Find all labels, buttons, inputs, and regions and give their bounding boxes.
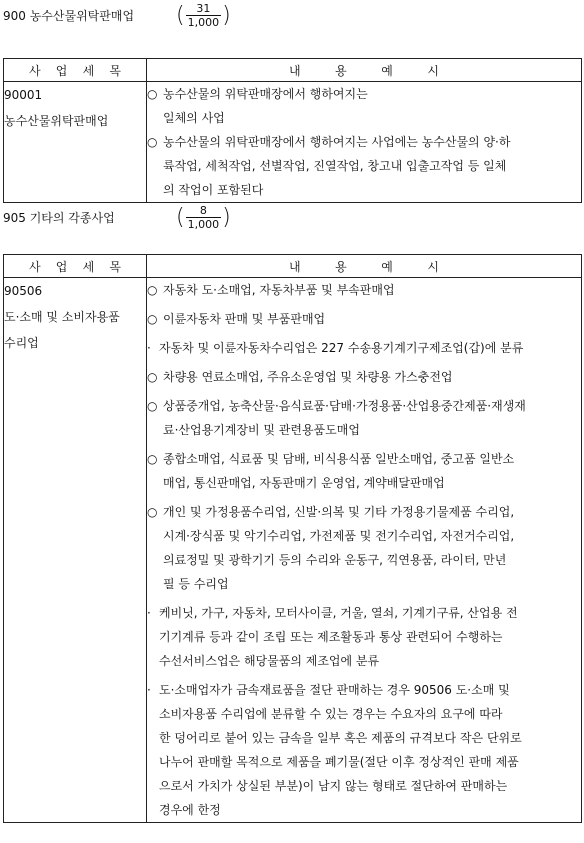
item-text xyxy=(163,82,581,130)
section-code-title: 905 기타의 각종사업 xyxy=(3,210,115,225)
list-item xyxy=(147,447,581,495)
header-char: 예 xyxy=(381,259,393,274)
business-code: 90001 xyxy=(4,88,43,102)
business-name: 도·소매 및 소비자용품 xyxy=(4,310,120,324)
item-line: 개인 및 가정용품수리업, 신발·의복 및 기타 가정용기물제품 수리업, xyxy=(163,505,515,519)
item-line: 륙작업, 세척작업, 선별작업, 진열작업, 창고내 입출고작업 등 일체 xyxy=(163,159,507,173)
close-paren: ) xyxy=(222,2,231,28)
item-line: 기기계류 등과 같이 조립 또는 제조활동과 통상 관련되어 수행하는 xyxy=(159,630,503,644)
item-text xyxy=(163,365,581,389)
header-char: 세 xyxy=(82,259,95,274)
item-line: 케비닛, 가구, 자동차, 모터사이클, 거울, 열쇠, 기계기구류, 산업용 전 xyxy=(159,606,518,620)
header-char: 시 xyxy=(427,63,439,78)
rate-denominator: 1,000 xyxy=(187,218,220,231)
table-header-row xyxy=(4,255,582,278)
item-line: 수선서비스업은 해당물품의 제조업에 분류 xyxy=(159,654,380,668)
item-line: 한 덩어리로 붙어 있는 금속을 일부 혹은 제품의 규격보다 작은 단위로 xyxy=(159,731,522,745)
header-business-item xyxy=(4,59,147,82)
item-line: 도·소매업자가 금속재료품을 절단 판매하는 경우 90506 도·소매 및 xyxy=(159,683,510,697)
rate-numerator: 8 xyxy=(199,204,207,217)
header-char: 업 xyxy=(55,63,68,78)
list-item xyxy=(147,278,581,302)
header-char: 용 xyxy=(335,259,347,274)
bullet-dot-icon: · xyxy=(147,683,151,697)
header-char: 예 xyxy=(381,63,393,78)
item-text xyxy=(163,307,581,331)
header-char: 내 xyxy=(289,63,301,78)
item-text xyxy=(163,447,581,495)
open-paren: ( xyxy=(176,204,185,230)
circle-marker-icon: ○ xyxy=(147,399,158,413)
section-heading xyxy=(3,0,134,30)
circle-marker-icon: ○ xyxy=(147,370,158,384)
content-cell xyxy=(147,82,582,203)
header-char: 용 xyxy=(335,63,347,78)
circle-marker-icon: ○ xyxy=(147,452,158,466)
item-line: 차량용 연료소매업, 주유소운영업 및 차량용 가스충전업 xyxy=(163,370,453,384)
header-char: 시 xyxy=(427,259,439,274)
table-row xyxy=(4,278,582,823)
item-line: 자동차 도·소매업, 자동차부품 및 부속판매업 xyxy=(163,283,395,297)
close-paren: ) xyxy=(222,204,231,230)
header-label xyxy=(29,62,121,79)
item-line: 이륜자동차 판매 및 부품판매업 xyxy=(163,312,326,326)
bullet-dot-icon: · xyxy=(147,606,151,620)
circle-marker-icon: ○ xyxy=(147,87,158,101)
business-item-cell xyxy=(4,278,147,823)
item-line: 료·산업용기계장비 및 관련용품도매업 xyxy=(163,423,360,437)
item-line: 의료정밀 및 광학기기 등의 수리와 운동구, 끽연용품, 라이터, 만년 xyxy=(163,553,507,567)
circle-marker-icon: ○ xyxy=(147,135,158,149)
business-name: 수리업 xyxy=(4,336,39,350)
item-line: 소비자용품 수리업에 분류할 수 있는 경우는 수요자의 요구에 따라 xyxy=(159,707,503,721)
item-text xyxy=(163,500,581,596)
header-char: 업 xyxy=(55,259,68,274)
list-item xyxy=(147,82,581,130)
bullet-dot-icon: · xyxy=(147,341,151,355)
rate-numerator: 31 xyxy=(196,2,211,15)
list-item xyxy=(147,307,581,331)
list-item xyxy=(147,500,581,596)
rate-fraction xyxy=(176,204,231,231)
business-name: 농수산물위탁판매업 xyxy=(4,114,109,128)
list-item xyxy=(147,678,581,822)
list-item xyxy=(147,365,581,389)
business-code: 90506 xyxy=(4,284,43,298)
content-cell xyxy=(147,278,582,823)
header-label xyxy=(29,258,121,275)
item-line: 시계·장식품 및 악기수리업, 가전제품 및 전기수리업, 자전거수리업, xyxy=(163,529,515,543)
rate-fraction xyxy=(176,2,231,29)
item-line: 으로서 가치가 상실된 부분)이 남지 않는 형태로 절단하여 판매하는 xyxy=(159,779,508,793)
circle-marker-icon: ○ xyxy=(147,283,158,297)
item-line: 경우에 한정 xyxy=(159,803,221,817)
item-line: 농수산물의 위탁판매장에서 행하여지는 xyxy=(163,87,368,101)
header-char: 세 xyxy=(82,63,95,78)
item-line: 자동차 및 이륜자동차수리업은 227 수송용기계기구제조업(갑)에 분류 xyxy=(159,341,524,355)
list-item xyxy=(147,130,581,202)
section-heading xyxy=(3,202,115,232)
list-item xyxy=(147,394,581,442)
item-text xyxy=(163,278,581,302)
item-line: 필 등 수리업 xyxy=(163,577,229,591)
item-line: 의 작업이 포함된다 xyxy=(163,183,264,197)
item-text xyxy=(163,394,581,442)
business-item-cell xyxy=(4,82,147,203)
business-table xyxy=(3,58,582,203)
table-header-row xyxy=(4,59,582,82)
item-line: 상품중개업, 농축산물·음식료품·담배·가정용품·산업용중간제품·재생재 xyxy=(163,399,526,413)
header-content-example xyxy=(147,255,582,278)
header-label xyxy=(289,62,439,79)
item-line: 나누어 판매할 목적으로 제품을 폐기물(절단 이후 정상적인 판매 제품 xyxy=(159,755,519,769)
list-item xyxy=(147,601,581,673)
table-row xyxy=(4,82,582,203)
open-paren: ( xyxy=(176,2,185,28)
item-text xyxy=(159,336,581,360)
rate-denominator: 1,000 xyxy=(187,16,220,29)
header-char: 사 xyxy=(29,259,41,274)
header-char: 목 xyxy=(109,259,121,274)
circle-marker-icon: ○ xyxy=(147,312,158,326)
item-line: 매업, 통신판매업, 자동판매기 운영업, 계약배달판매업 xyxy=(163,476,445,490)
item-text xyxy=(159,601,581,673)
business-table xyxy=(3,254,582,823)
header-char: 내 xyxy=(289,259,301,274)
header-char: 사 xyxy=(29,63,41,78)
item-line: 일체의 사업 xyxy=(163,111,225,125)
item-text xyxy=(163,130,581,202)
header-label xyxy=(289,258,439,275)
item-text xyxy=(159,678,581,822)
item-line: 농수산물의 위탁판매장에서 행하여지는 사업에는 농수산물의 양·하 xyxy=(163,135,511,149)
list-item xyxy=(147,336,581,360)
item-line: 종합소매업, 식료품 및 담배, 비식용식품 일반소매업, 중고품 일반소 xyxy=(163,452,515,466)
circle-marker-icon: ○ xyxy=(147,505,158,519)
header-content-example xyxy=(147,59,582,82)
header-char: 목 xyxy=(109,63,121,78)
section-code-title: 900 농수산물위탁판매업 xyxy=(3,8,135,23)
header-business-item xyxy=(4,255,147,278)
